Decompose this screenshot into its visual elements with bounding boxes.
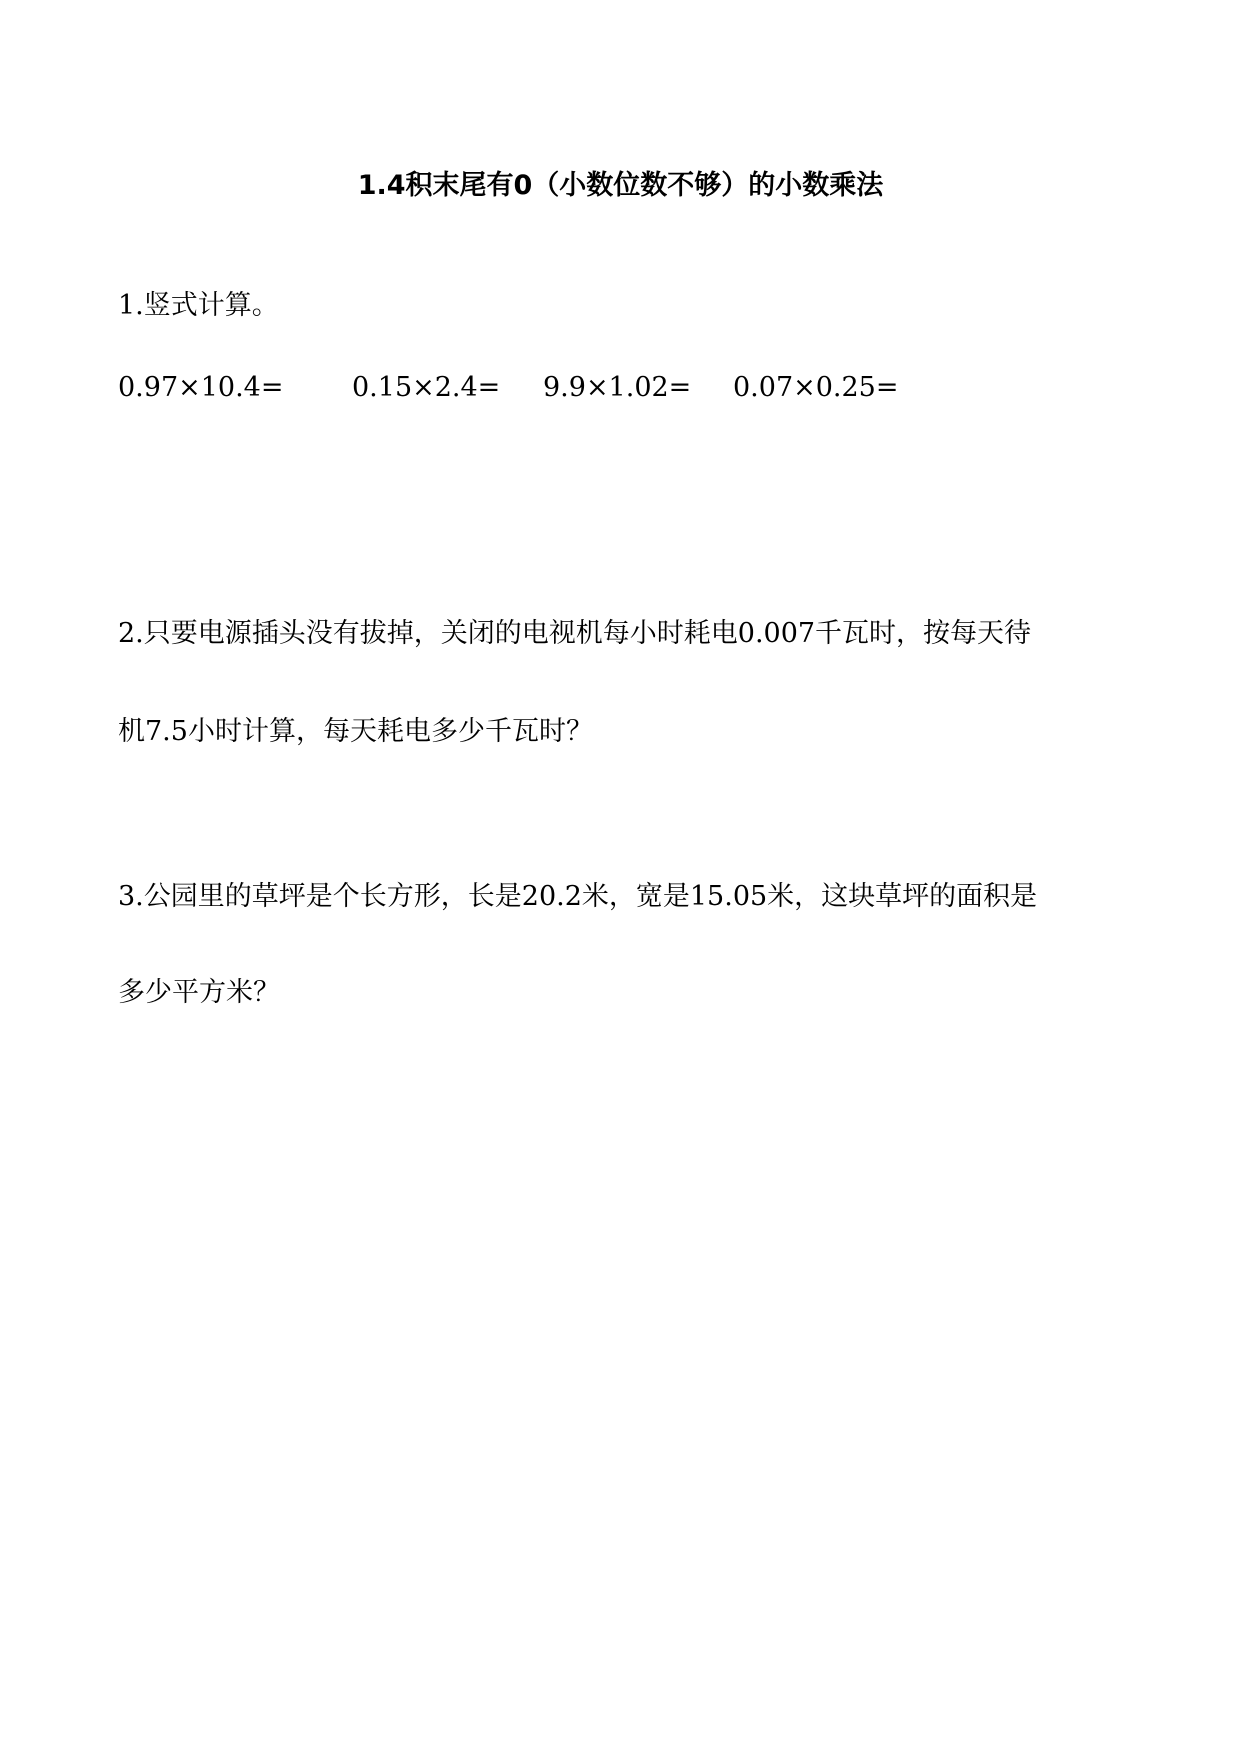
- question-3-line-1: 3.公园里的草坪是个长方形，长是20.2米，宽是15.05米，这块草坪的面积是: [118, 881, 1038, 912]
- question-2-line-2: 机7.5小时计算，每天耗电多少千瓦时？: [118, 716, 593, 747]
- question-1-heading: 1.竖式计算。: [118, 290, 279, 321]
- question-3-line-2: 多少平方米？: [118, 977, 280, 1008]
- page-title: 1.4积末尾有0（小数位数不够）的小数乘法: [357, 170, 884, 201]
- expression-3: 9.9×1.02=: [543, 372, 692, 403]
- question-2-line-1: 2.只要电源插头没有拔掉，关闭的电视机每小时耗电0.007千瓦时，按每天待: [118, 618, 1032, 649]
- expression-4: 0.07×0.25=: [733, 372, 899, 403]
- expression-1: 0.97×10.4=: [118, 372, 284, 403]
- expression-2: 0.15×2.4=: [352, 372, 501, 403]
